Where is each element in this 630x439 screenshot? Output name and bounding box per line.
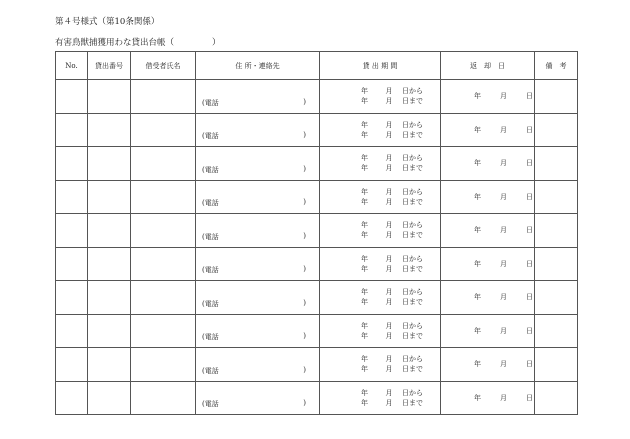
period-to-day: 日まで [402,231,423,240]
cell-borrower-name[interactable] [131,247,196,281]
period-to-year: 年 [361,231,368,240]
ledger-body [56,80,578,415]
period-from-day: 日から [402,388,423,397]
phone-label: (電話 [202,98,219,107]
cell-loan-number[interactable] [88,348,131,382]
period-to-month: 月 [385,97,393,106]
column-header-no: No. [56,52,88,80]
return-date-line [474,192,534,202]
period-from [353,254,440,264]
cell-loan-period[interactable] [320,247,441,281]
cell-no[interactable] [56,247,88,281]
phone-close: ) [303,198,306,206]
period-from-day: 日から [402,154,423,163]
period-to-month: 月 [385,298,393,307]
period-from-year: 年 [361,221,368,230]
column-header-loan-number: 貸出番号 [88,52,131,80]
phone-close: ) [303,164,306,173]
table-row [56,113,578,147]
return-year: 年 [474,125,481,134]
period-from [353,220,440,230]
cell-return-date[interactable] [441,314,535,348]
return-day: 日 [526,192,533,201]
return-day: 日 [526,226,533,235]
period-to-year: 年 [361,365,368,374]
cell-address-contact[interactable] [196,80,320,114]
period-from-day: 日から [402,187,423,196]
cell-remarks[interactable] [535,80,578,114]
phone-field [202,232,306,247]
return-year: 年 [474,92,481,101]
period-from [353,153,440,163]
period-to-year: 年 [361,298,368,307]
phone-close: ) [303,97,306,106]
period-to-year: 年 [361,331,368,340]
period-from [353,86,440,96]
phone-field [202,366,306,381]
phone-label: (電話 [202,299,219,308]
cell-return-date[interactable] [441,348,535,382]
period-from-year: 年 [361,187,368,196]
period-from [353,354,440,364]
table-row [56,247,578,281]
cell-loan-period[interactable] [320,147,441,181]
return-date-line [474,91,534,101]
cell-no[interactable] [56,348,88,382]
cell-borrower-name[interactable] [131,180,196,214]
table-row [56,180,578,214]
cell-loan-number[interactable] [88,80,131,114]
period-from-year: 年 [361,321,368,330]
phone-label: (電話 [202,366,219,375]
return-day: 日 [526,125,533,134]
return-day: 日 [526,259,533,268]
phone-label: (電話 [202,266,219,274]
period-to-month: 月 [385,365,393,374]
cell-remarks[interactable] [535,180,578,214]
cell-loan-number[interactable] [88,113,131,147]
period-from-day: 日から [402,321,423,330]
cell-remarks[interactable] [535,348,578,382]
phone-field [202,165,306,180]
return-year: 年 [474,259,481,268]
phone-field [202,299,306,314]
cell-loan-period[interactable] [320,113,441,147]
cell-no[interactable] [56,113,88,147]
cell-borrower-name[interactable] [131,348,196,382]
period-to-year: 年 [361,197,368,206]
column-header-return-date: 返 却 日 [441,52,535,80]
phone-label: (電話 [202,199,219,207]
period-to-year: 年 [361,398,368,407]
period-from-month: 月 [385,388,393,397]
period-to [353,297,440,307]
column-header-loan-period: 貸 出 期 間 [320,52,441,80]
return-month: 月 [500,360,507,369]
period-from-month: 月 [385,187,393,196]
cell-remarks[interactable] [535,147,578,181]
period-to-month: 月 [385,130,393,139]
table-row [56,348,578,382]
period-from-month: 月 [385,87,393,96]
cell-no[interactable] [56,281,88,315]
cell-remarks[interactable] [535,381,578,415]
table-row [56,281,578,315]
return-date-line [474,225,534,235]
cell-address-contact[interactable] [196,180,320,214]
cell-borrower-name[interactable] [131,80,196,114]
period-from-year: 年 [361,355,368,364]
cell-address-contact[interactable] [196,113,320,147]
cell-loan-number[interactable] [88,147,131,181]
column-header-remarks: 備 考 [535,52,578,80]
phone-close: ) [303,231,306,240]
column-header-address-contact: 住 所・連絡先 [196,52,320,80]
ledger-title-close: ） [212,38,221,48]
cell-borrower-name[interactable] [131,381,196,415]
return-day: 日 [526,360,533,369]
cell-no[interactable] [56,314,88,348]
return-month: 月 [500,192,507,201]
return-year: 年 [474,226,481,235]
cell-remarks[interactable] [535,113,578,147]
return-month: 月 [500,259,507,268]
cell-remarks[interactable] [535,281,578,315]
cell-loan-number[interactable] [88,381,131,415]
period-from-day: 日から [402,87,423,96]
cell-return-date[interactable] [441,80,535,114]
cell-remarks[interactable] [535,314,578,348]
cell-borrower-name[interactable] [131,113,196,147]
period-from-day: 日から [402,221,423,230]
period-from-month: 月 [385,321,393,330]
period-to [353,230,440,240]
cell-loan-period[interactable] [320,80,441,114]
period-to-year: 年 [361,164,368,173]
phone-field [202,399,306,414]
return-day: 日 [526,326,533,335]
period-to-day: 日まで [402,97,423,106]
table-header-row [56,52,578,80]
table-row [56,381,578,415]
return-year: 年 [474,326,481,335]
period-to [353,331,440,341]
cell-loan-period[interactable] [320,348,441,382]
period-to-day: 日まで [402,331,423,340]
phone-close: ) [303,298,306,307]
return-year: 年 [474,293,481,302]
cell-remarks[interactable] [535,214,578,248]
period-to-month: 月 [385,164,393,173]
period-to-day: 日まで [402,264,423,273]
return-year: 年 [474,159,481,168]
period-from [353,388,440,398]
cell-loan-number[interactable] [88,180,131,214]
period-from-year: 年 [361,120,368,129]
ledger-title [55,36,221,48]
period-to-day: 日まで [402,298,423,307]
table-row [56,214,578,248]
cell-loan-period[interactable] [320,281,441,315]
period-from [353,321,440,331]
return-date-line [474,125,534,135]
period-from [353,120,440,130]
return-year: 年 [474,192,481,201]
period-from-month: 月 [385,254,393,263]
return-day: 日 [526,293,533,302]
table-row [56,314,578,348]
cell-borrower-name[interactable] [131,147,196,181]
phone-label: (電話 [202,165,219,174]
period-to-month: 月 [385,264,393,273]
phone-label: (電話 [202,333,219,341]
return-month: 月 [500,293,507,302]
phone-close: ) [303,399,306,407]
cell-loan-period[interactable] [320,314,441,348]
return-date-line [474,292,534,302]
cell-loan-period[interactable] [320,180,441,214]
period-from-year: 年 [361,254,368,263]
period-to-day: 日まで [402,398,423,407]
cell-loan-period[interactable] [320,381,441,415]
period-to-month: 月 [385,398,393,407]
period-to [353,130,440,140]
cell-borrower-name[interactable] [131,314,196,348]
phone-field [202,332,306,347]
period-from-year: 年 [361,288,368,297]
cell-no[interactable] [56,80,88,114]
period-to-day: 日まで [402,197,423,206]
phone-field [202,265,306,280]
period-to-day: 日まで [402,365,423,374]
form-number: 第４号様式（第10条関係） [55,17,160,27]
return-day: 日 [526,393,533,402]
cell-no[interactable] [56,381,88,415]
phone-close: ) [303,131,306,139]
period-to [353,96,440,106]
period-to-year: 年 [361,97,368,106]
return-month: 月 [500,125,507,134]
cell-address-contact[interactable] [196,348,320,382]
period-to-month: 月 [385,331,393,340]
cell-return-date[interactable] [441,113,535,147]
return-month: 月 [500,326,507,335]
return-year: 年 [474,360,481,369]
cell-borrower-name[interactable] [131,281,196,315]
period-from [353,287,440,297]
cell-address-contact[interactable] [196,314,320,348]
phone-close: ) [303,365,306,374]
cell-address-contact[interactable] [196,147,320,181]
cell-loan-period[interactable] [320,214,441,248]
return-date-line [474,326,534,336]
ledger-title-text: 有害鳥獣捕獲用わな貸出台帳（ [55,38,175,48]
cell-address-contact[interactable] [196,381,320,415]
return-date-line [474,393,534,403]
period-from-day: 日から [402,355,423,364]
period-from-year: 年 [361,87,368,96]
phone-label: (電話 [202,232,219,241]
cell-return-date[interactable] [441,147,535,181]
cell-return-date[interactable] [441,214,535,248]
cell-no[interactable] [56,147,88,181]
period-to-month: 月 [385,231,393,240]
loan-ledger-table [55,51,578,415]
phone-label: (電話 [202,132,219,140]
cell-borrower-name[interactable] [131,214,196,248]
period-from-year: 年 [361,388,368,397]
period-to-month: 月 [385,197,393,206]
phone-close: ) [303,265,306,273]
cell-no[interactable] [56,180,88,214]
return-day: 日 [526,92,533,101]
cell-loan-number[interactable] [88,214,131,248]
period-to [353,163,440,173]
period-from-day: 日から [402,288,423,297]
period-from-month: 月 [385,120,393,129]
period-to [353,364,440,374]
return-year: 年 [474,393,481,402]
period-from-month: 月 [385,288,393,297]
cell-loan-number[interactable] [88,314,131,348]
cell-no[interactable] [56,214,88,248]
return-date-line [474,259,534,269]
cell-address-contact[interactable] [196,247,320,281]
period-to [353,197,440,207]
phone-field [202,198,306,213]
return-month: 月 [500,159,507,168]
column-header-borrower-name: 借受者氏名 [131,52,196,80]
period-from-day: 日から [402,254,423,263]
period-to [353,264,440,274]
return-month: 月 [500,393,507,402]
period-from-month: 月 [385,221,393,230]
return-date-line [474,158,534,168]
return-date-line [474,359,534,369]
cell-address-contact[interactable] [196,214,320,248]
cell-loan-number[interactable] [88,281,131,315]
period-from-day: 日から [402,120,423,129]
period-from [353,187,440,197]
period-from-month: 月 [385,154,393,163]
period-to-year: 年 [361,264,368,273]
cell-return-date[interactable] [441,180,535,214]
period-to [353,398,440,408]
return-month: 月 [500,92,507,101]
period-to-day: 日まで [402,164,423,173]
cell-return-date[interactable] [441,281,535,315]
cell-address-contact[interactable] [196,281,320,315]
table-row [56,80,578,114]
period-to-day: 日まで [402,130,423,139]
cell-return-date[interactable] [441,381,535,415]
return-day: 日 [526,159,533,168]
period-from-year: 年 [361,154,368,163]
return-month: 月 [500,226,507,235]
cell-remarks[interactable] [535,247,578,281]
cell-loan-number[interactable] [88,247,131,281]
period-to-year: 年 [361,130,368,139]
phone-label: (電話 [202,400,219,408]
cell-return-date[interactable] [441,247,535,281]
period-from-month: 月 [385,355,393,364]
phone-close: ) [303,332,306,340]
table-row [56,147,578,181]
phone-field [202,131,306,146]
phone-field [202,98,306,113]
